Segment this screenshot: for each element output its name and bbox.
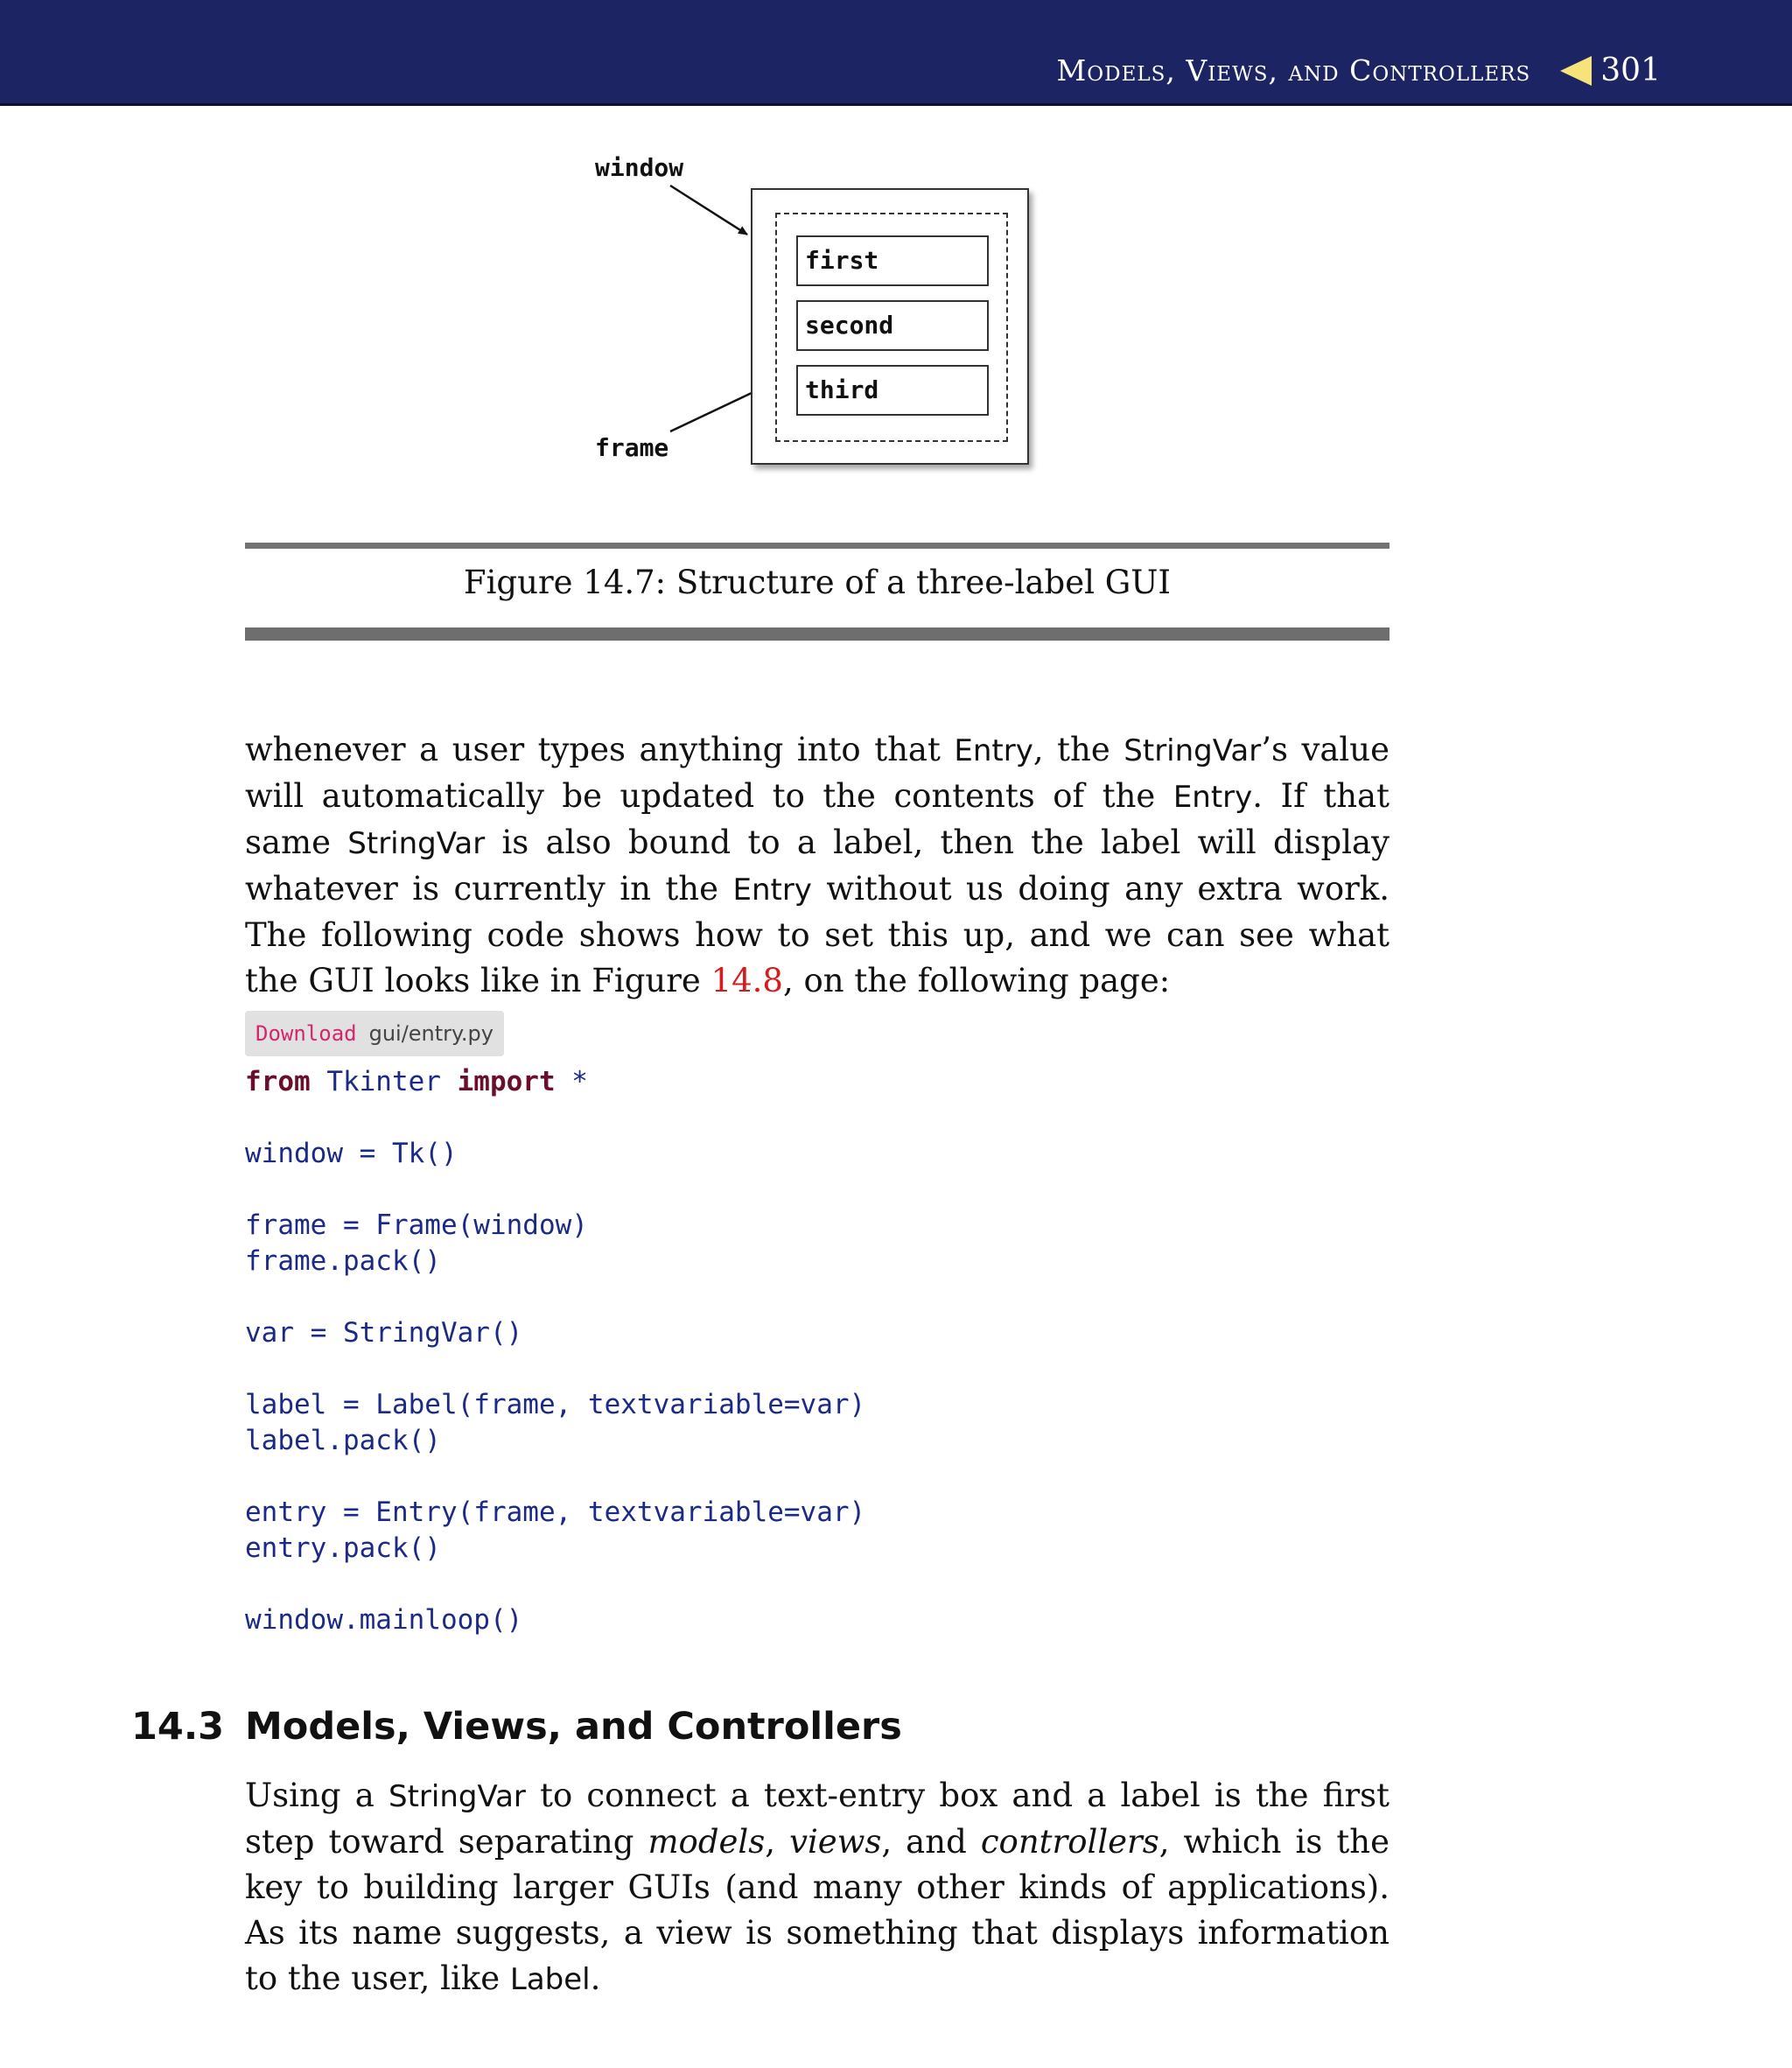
- code-line: frame.pack(): [245, 1245, 441, 1277]
- page-header: [0, 0, 1792, 106]
- window-arrow: [670, 186, 747, 235]
- frame-label: frame: [595, 433, 669, 462]
- code-line: label = Label(frame, textvariable=var): [245, 1389, 866, 1420]
- running-head: [1056, 53, 1661, 88]
- body-paragraph: whenever a user types anything into that Entry, the StringVar’s value will automatically be updated to the contents of the Entry. If that same StringVar is also bound to a label, then the label will display whatever is currently in the Entry without us doing any extra work. The following code shows how to set this up, and we can see what the GUI looks like in Figure 14.8, on the following page:: [245, 731, 1390, 999]
- gui-structure-figure: [578, 149, 1068, 481]
- download-file-path: gui/entry.py: [368, 1021, 494, 1046]
- code-line: entry = Entry(frame, textvariable=var): [245, 1497, 866, 1528]
- label-first: first: [796, 235, 989, 286]
- inline-code: Entry: [732, 873, 812, 908]
- download-link[interactable]: Download: [256, 1021, 357, 1046]
- code-line: window = Tk(): [245, 1138, 458, 1169]
- label-third: third: [796, 365, 989, 416]
- page-number: 301: [1600, 53, 1661, 88]
- running-title: Models, Views, and Controllers: [1056, 53, 1531, 88]
- code-line: from Tkinter import *: [245, 1066, 588, 1097]
- figure-caption: Figure 14.7: Structure of a three-label GUI: [463, 564, 1172, 601]
- caption-rule-top: [245, 543, 1390, 549]
- section-number: 14.3: [131, 1705, 225, 1749]
- inline-code: Entry: [954, 733, 1033, 768]
- previous-page-triangle-icon[interactable]: [1560, 56, 1592, 86]
- inline-code: Label: [509, 1962, 591, 1997]
- inline-code: Entry: [1172, 780, 1253, 815]
- frame-box: [775, 213, 1008, 442]
- section-heading: [131, 1705, 902, 1749]
- caption-rule-bottom: [245, 627, 1390, 641]
- body-paragraph: Using a StringVar to connect a text-entry box and a label is the first step toward separating models, views, and controllers, which is the key to building larger GUIs (and many other kinds of applications). As its name suggests, a view is something that displays information to the user, like Label.: [245, 1777, 1390, 1997]
- code-line: window.mainloop(): [245, 1604, 523, 1636]
- code-line: entry.pack(): [245, 1532, 441, 1564]
- window-label: window: [595, 153, 684, 182]
- window-box: [751, 188, 1029, 465]
- label-second: second: [796, 300, 989, 351]
- code-line: var = StringVar(): [245, 1317, 523, 1349]
- code-line: frame = Frame(window): [245, 1209, 588, 1241]
- inline-code: StringVar: [388, 1779, 526, 1814]
- figure-reference-link[interactable]: 14.8: [710, 962, 783, 999]
- code-line: label.pack(): [245, 1425, 441, 1456]
- code-listing: [245, 1064, 865, 1638]
- inline-code: StringVar: [347, 826, 486, 861]
- section-title: Models, Views, and Controllers: [245, 1705, 902, 1749]
- inline-code: StringVar: [1124, 733, 1262, 768]
- download-badge[interactable]: [245, 1011, 504, 1056]
